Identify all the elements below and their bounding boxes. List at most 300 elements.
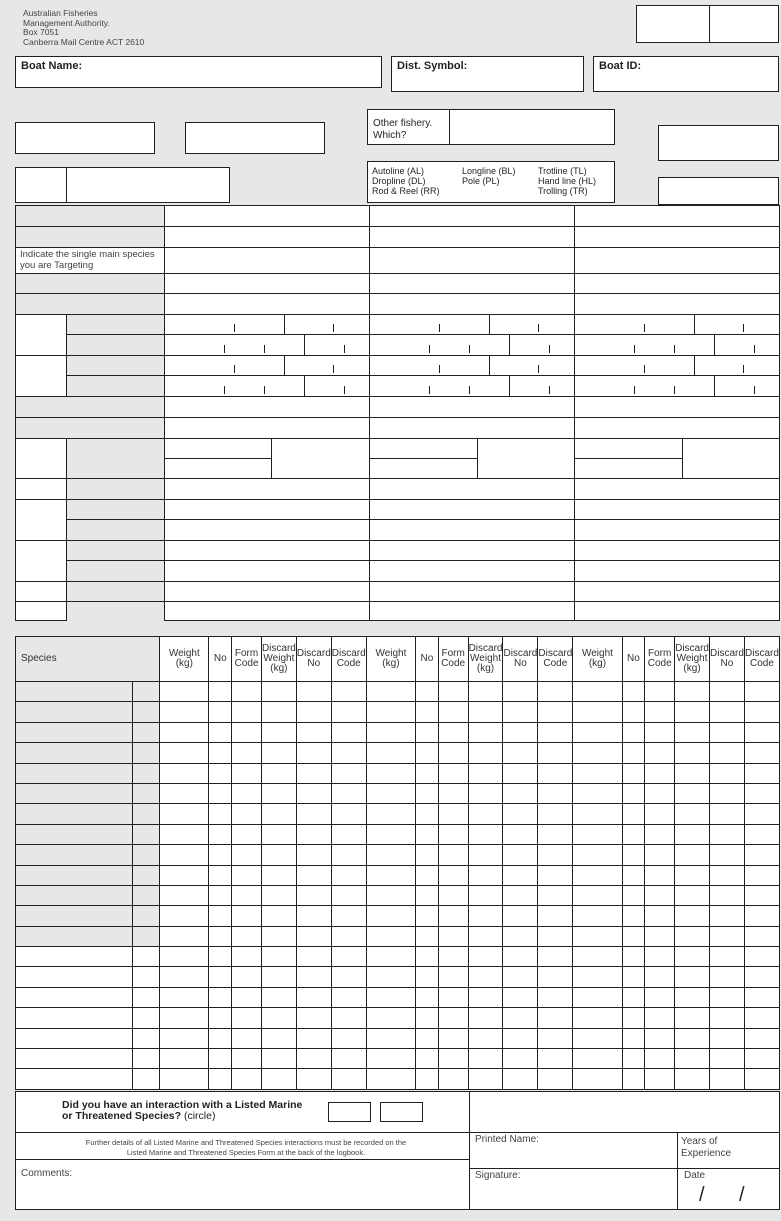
- catch-cell[interactable]: [209, 743, 232, 763]
- catch-cell[interactable]: [622, 702, 645, 722]
- catch-cell[interactable]: [331, 804, 366, 824]
- catch-cell[interactable]: [744, 702, 779, 722]
- catch-cell[interactable]: [468, 1028, 503, 1048]
- catch-cell[interactable]: [503, 926, 538, 946]
- catch-cell[interactable]: [132, 1008, 159, 1028]
- catch-cell[interactable]: [573, 682, 622, 702]
- catch-cell[interactable]: [132, 845, 159, 865]
- catch-cell[interactable]: [366, 722, 415, 742]
- catch-cell[interactable]: [232, 1008, 262, 1028]
- catch-cell[interactable]: [160, 702, 209, 722]
- catch-cell[interactable]: [438, 783, 468, 803]
- catch-cell[interactable]: [675, 1049, 710, 1069]
- catch-cell[interactable]: [468, 804, 503, 824]
- catch-cell[interactable]: [710, 722, 745, 742]
- catch-cell[interactable]: [675, 722, 710, 742]
- catch-cell[interactable]: [160, 1069, 209, 1089]
- catch-cell[interactable]: [744, 804, 779, 824]
- catch-cell[interactable]: [132, 926, 159, 946]
- catch-cell[interactable]: [573, 1008, 622, 1028]
- catch-cell[interactable]: [438, 743, 468, 763]
- catch-cell[interactable]: [503, 845, 538, 865]
- catch-cell[interactable]: [416, 987, 439, 1007]
- catch-cell[interactable]: [160, 845, 209, 865]
- catch-cell[interactable]: [209, 783, 232, 803]
- catch-cell[interactable]: [232, 783, 262, 803]
- catch-cell[interactable]: [503, 1008, 538, 1028]
- catch-cell[interactable]: [209, 804, 232, 824]
- catch-cell[interactable]: [366, 682, 415, 702]
- species-cell[interactable]: [16, 906, 133, 926]
- catch-cell[interactable]: [503, 967, 538, 987]
- catch-cell[interactable]: [366, 987, 415, 1007]
- catch-cell[interactable]: [468, 743, 503, 763]
- catch-cell[interactable]: [573, 845, 622, 865]
- catch-cell[interactable]: [468, 947, 503, 967]
- catch-cell[interactable]: [622, 682, 645, 702]
- catch-cell[interactable]: [645, 987, 675, 1007]
- catch-cell[interactable]: [331, 1008, 366, 1028]
- field-box[interactable]: [658, 125, 779, 161]
- catch-cell[interactable]: [132, 682, 159, 702]
- catch-cell[interactable]: [503, 947, 538, 967]
- catch-cell[interactable]: [160, 906, 209, 926]
- catch-cell[interactable]: [232, 906, 262, 926]
- catch-cell[interactable]: [573, 1069, 622, 1089]
- catch-cell[interactable]: [160, 824, 209, 844]
- catch-cell[interactable]: [261, 845, 296, 865]
- catch-cell[interactable]: [296, 906, 331, 926]
- catch-cell[interactable]: [573, 906, 622, 926]
- catch-cell[interactable]: [675, 906, 710, 926]
- catch-cell[interactable]: [438, 1008, 468, 1028]
- catch-cell[interactable]: [573, 885, 622, 905]
- catch-cell[interactable]: [710, 926, 745, 946]
- catch-cell[interactable]: [622, 722, 645, 742]
- catch-cell[interactable]: [366, 804, 415, 824]
- catch-cell[interactable]: [645, 824, 675, 844]
- catch-cell[interactable]: [744, 824, 779, 844]
- catch-cell[interactable]: [622, 906, 645, 926]
- catch-cell[interactable]: [209, 885, 232, 905]
- catch-cell[interactable]: [538, 947, 573, 967]
- catch-cell[interactable]: [132, 824, 159, 844]
- catch-cell[interactable]: [160, 987, 209, 1007]
- catch-cell[interactable]: [468, 1069, 503, 1089]
- catch-cell[interactable]: [438, 682, 468, 702]
- catch-cell[interactable]: [744, 987, 779, 1007]
- catch-cell[interactable]: [261, 783, 296, 803]
- catch-cell[interactable]: [675, 1028, 710, 1048]
- catch-cell[interactable]: [296, 865, 331, 885]
- catch-cell[interactable]: [503, 824, 538, 844]
- catch-cell[interactable]: [209, 1008, 232, 1028]
- catch-cell[interactable]: [710, 1069, 745, 1089]
- catch-cell[interactable]: [675, 682, 710, 702]
- catch-cell[interactable]: [232, 1028, 262, 1048]
- catch-cell[interactable]: [261, 1049, 296, 1069]
- catch-cell[interactable]: [538, 804, 573, 824]
- catch-cell[interactable]: [573, 702, 622, 722]
- catch-cell[interactable]: [132, 722, 159, 742]
- catch-cell[interactable]: [744, 763, 779, 783]
- catch-cell[interactable]: [538, 743, 573, 763]
- catch-cell[interactable]: [296, 1049, 331, 1069]
- catch-cell[interactable]: [132, 906, 159, 926]
- catch-cell[interactable]: [503, 702, 538, 722]
- catch-cell[interactable]: [331, 947, 366, 967]
- catch-cell[interactable]: [710, 1028, 745, 1048]
- catch-cell[interactable]: [232, 743, 262, 763]
- catch-cell[interactable]: [209, 1049, 232, 1069]
- catch-cell[interactable]: [710, 702, 745, 722]
- catch-cell[interactable]: [438, 885, 468, 905]
- catch-cell[interactable]: [622, 743, 645, 763]
- catch-cell[interactable]: [416, 783, 439, 803]
- catch-cell[interactable]: [366, 824, 415, 844]
- catch-cell[interactable]: [538, 682, 573, 702]
- catch-cell[interactable]: [261, 947, 296, 967]
- catch-cell[interactable]: [366, 865, 415, 885]
- catch-cell[interactable]: [622, 987, 645, 1007]
- catch-cell[interactable]: [209, 722, 232, 742]
- catch-cell[interactable]: [331, 702, 366, 722]
- catch-cell[interactable]: [416, 906, 439, 926]
- catch-cell[interactable]: [622, 763, 645, 783]
- species-cell[interactable]: [16, 722, 133, 742]
- catch-cell[interactable]: [209, 824, 232, 844]
- catch-cell[interactable]: [675, 783, 710, 803]
- catch-cell[interactable]: [573, 824, 622, 844]
- catch-cell[interactable]: [296, 967, 331, 987]
- catch-cell[interactable]: [296, 824, 331, 844]
- catch-cell[interactable]: [132, 1049, 159, 1069]
- catch-cell[interactable]: [744, 947, 779, 967]
- catch-cell[interactable]: [232, 722, 262, 742]
- catch-cell[interactable]: [331, 1069, 366, 1089]
- catch-cell[interactable]: [573, 763, 622, 783]
- species-cell[interactable]: [16, 1008, 133, 1028]
- catch-cell[interactable]: [160, 763, 209, 783]
- signature-field[interactable]: [470, 1180, 675, 1208]
- boat-name-field[interactable]: [15, 56, 382, 88]
- catch-cell[interactable]: [710, 906, 745, 926]
- catch-cell[interactable]: [710, 763, 745, 783]
- catch-cell[interactable]: [468, 967, 503, 987]
- catch-cell[interactable]: [744, 885, 779, 905]
- catch-cell[interactable]: [645, 1028, 675, 1048]
- catch-cell[interactable]: [622, 804, 645, 824]
- field-box[interactable]: [15, 122, 155, 154]
- catch-cell[interactable]: [232, 804, 262, 824]
- catch-cell[interactable]: [416, 1028, 439, 1048]
- catch-cell[interactable]: [438, 1069, 468, 1089]
- catch-cell[interactable]: [232, 682, 262, 702]
- catch-cell[interactable]: [160, 967, 209, 987]
- catch-cell[interactable]: [366, 1069, 415, 1089]
- catch-cell[interactable]: [675, 804, 710, 824]
- catch-cell[interactable]: [209, 967, 232, 987]
- catch-cell[interactable]: [366, 967, 415, 987]
- catch-cell[interactable]: [438, 926, 468, 946]
- catch-cell[interactable]: [132, 783, 159, 803]
- catch-cell[interactable]: [503, 1069, 538, 1089]
- catch-cell[interactable]: [232, 967, 262, 987]
- catch-cell[interactable]: [438, 702, 468, 722]
- catch-cell[interactable]: [232, 885, 262, 905]
- catch-cell[interactable]: [160, 743, 209, 763]
- catch-cell[interactable]: [296, 722, 331, 742]
- catch-cell[interactable]: [209, 763, 232, 783]
- catch-cell[interactable]: [132, 743, 159, 763]
- catch-cell[interactable]: [503, 743, 538, 763]
- catch-cell[interactable]: [416, 743, 439, 763]
- catch-cell[interactable]: [232, 926, 262, 946]
- catch-cell[interactable]: [160, 682, 209, 702]
- catch-cell[interactable]: [538, 702, 573, 722]
- catch-cell[interactable]: [573, 967, 622, 987]
- catch-cell[interactable]: [331, 845, 366, 865]
- catch-cell[interactable]: [232, 763, 262, 783]
- catch-cell[interactable]: [622, 783, 645, 803]
- catch-cell[interactable]: [296, 702, 331, 722]
- catch-cell[interactable]: [261, 926, 296, 946]
- field-box[interactable]: [185, 122, 325, 154]
- catch-cell[interactable]: [503, 906, 538, 926]
- catch-cell[interactable]: [438, 824, 468, 844]
- catch-cell[interactable]: [645, 783, 675, 803]
- catch-cell[interactable]: [622, 845, 645, 865]
- catch-cell[interactable]: [232, 1069, 262, 1089]
- catch-cell[interactable]: [209, 1069, 232, 1089]
- catch-cell[interactable]: [261, 987, 296, 1007]
- catch-cell[interactable]: [438, 987, 468, 1007]
- other-fishery-box[interactable]: [367, 109, 615, 145]
- boat-id-field[interactable]: [593, 56, 779, 92]
- tep-no-box[interactable]: [380, 1102, 423, 1122]
- catch-cell[interactable]: [209, 845, 232, 865]
- catch-cell[interactable]: [645, 1008, 675, 1028]
- catch-cell[interactable]: [710, 1008, 745, 1028]
- catch-cell[interactable]: [416, 845, 439, 865]
- catch-cell[interactable]: [232, 947, 262, 967]
- catch-cell[interactable]: [573, 1049, 622, 1069]
- species-cell[interactable]: [16, 1049, 133, 1069]
- catch-cell[interactable]: [710, 743, 745, 763]
- page-number-box[interactable]: [636, 5, 779, 43]
- catch-cell[interactable]: [331, 783, 366, 803]
- catch-cell[interactable]: [296, 1028, 331, 1048]
- species-cell[interactable]: [16, 804, 133, 824]
- catch-cell[interactable]: [538, 926, 573, 946]
- species-cell[interactable]: [16, 865, 133, 885]
- printed-name-field[interactable]: [470, 1135, 675, 1155]
- catch-cell[interactable]: [468, 783, 503, 803]
- catch-cell[interactable]: [675, 845, 710, 865]
- catch-cell[interactable]: [675, 885, 710, 905]
- catch-cell[interactable]: [645, 865, 675, 885]
- catch-cell[interactable]: [744, 845, 779, 865]
- catch-cell[interactable]: [675, 865, 710, 885]
- catch-cell[interactable]: [503, 1028, 538, 1048]
- catch-cell[interactable]: [416, 967, 439, 987]
- catch-cell[interactable]: [331, 1049, 366, 1069]
- catch-cell[interactable]: [160, 804, 209, 824]
- catch-cell[interactable]: [296, 947, 331, 967]
- catch-cell[interactable]: [710, 845, 745, 865]
- catch-cell[interactable]: [416, 722, 439, 742]
- catch-cell[interactable]: [503, 763, 538, 783]
- catch-cell[interactable]: [296, 743, 331, 763]
- catch-cell[interactable]: [416, 824, 439, 844]
- catch-cell[interactable]: [232, 824, 262, 844]
- species-cell[interactable]: [16, 987, 133, 1007]
- catch-cell[interactable]: [744, 743, 779, 763]
- catch-cell[interactable]: [675, 926, 710, 946]
- catch-cell[interactable]: [261, 1069, 296, 1089]
- catch-cell[interactable]: [366, 906, 415, 926]
- catch-cell[interactable]: [744, 1008, 779, 1028]
- catch-cell[interactable]: [296, 885, 331, 905]
- catch-cell[interactable]: [438, 906, 468, 926]
- species-cell[interactable]: [16, 885, 133, 905]
- field-box[interactable]: [658, 177, 779, 205]
- catch-cell[interactable]: [622, 926, 645, 946]
- catch-cell[interactable]: [331, 967, 366, 987]
- catch-cell[interactable]: [160, 865, 209, 885]
- catch-cell[interactable]: [416, 763, 439, 783]
- catch-cell[interactable]: [622, 1008, 645, 1028]
- catch-cell[interactable]: [366, 947, 415, 967]
- catch-cell[interactable]: [296, 926, 331, 946]
- catch-cell[interactable]: [331, 906, 366, 926]
- catch-cell[interactable]: [675, 1069, 710, 1089]
- catch-cell[interactable]: [622, 885, 645, 905]
- catch-cell[interactable]: [132, 967, 159, 987]
- catch-cell[interactable]: [132, 804, 159, 824]
- catch-cell[interactable]: [209, 987, 232, 1007]
- catch-cell[interactable]: [573, 1028, 622, 1048]
- catch-cell[interactable]: [538, 1049, 573, 1069]
- catch-cell[interactable]: [645, 1069, 675, 1089]
- catch-cell[interactable]: [744, 967, 779, 987]
- date-field[interactable]: [680, 1180, 778, 1208]
- catch-cell[interactable]: [261, 804, 296, 824]
- catch-cell[interactable]: [160, 722, 209, 742]
- catch-cell[interactable]: [366, 1049, 415, 1069]
- catch-cell[interactable]: [573, 947, 622, 967]
- catch-cell[interactable]: [209, 947, 232, 967]
- catch-cell[interactable]: [645, 926, 675, 946]
- catch-cell[interactable]: [209, 1028, 232, 1048]
- catch-cell[interactable]: [438, 865, 468, 885]
- field-box[interactable]: [15, 167, 230, 203]
- species-cell[interactable]: [16, 682, 133, 702]
- catch-cell[interactable]: [232, 845, 262, 865]
- species-cell[interactable]: [16, 783, 133, 803]
- catch-cell[interactable]: [710, 824, 745, 844]
- catch-cell[interactable]: [538, 783, 573, 803]
- catch-cell[interactable]: [573, 987, 622, 1007]
- catch-cell[interactable]: [296, 1069, 331, 1089]
- catch-cell[interactable]: [261, 722, 296, 742]
- catch-cell[interactable]: [503, 1049, 538, 1069]
- catch-cell[interactable]: [232, 865, 262, 885]
- catch-cell[interactable]: [416, 804, 439, 824]
- catch-cell[interactable]: [538, 845, 573, 865]
- catch-cell[interactable]: [331, 1028, 366, 1048]
- catch-cell[interactable]: [296, 1008, 331, 1028]
- catch-cell[interactable]: [645, 1049, 675, 1069]
- species-cell[interactable]: [16, 967, 133, 987]
- catch-cell[interactable]: [366, 926, 415, 946]
- catch-cell[interactable]: [710, 682, 745, 702]
- species-cell[interactable]: [16, 947, 133, 967]
- catch-cell[interactable]: [438, 1049, 468, 1069]
- catch-cell[interactable]: [468, 987, 503, 1007]
- catch-cell[interactable]: [573, 783, 622, 803]
- catch-cell[interactable]: [132, 947, 159, 967]
- catch-cell[interactable]: [132, 885, 159, 905]
- catch-cell[interactable]: [675, 1008, 710, 1028]
- catch-cell[interactable]: [261, 885, 296, 905]
- catch-cell[interactable]: [622, 1069, 645, 1089]
- catch-cell[interactable]: [232, 987, 262, 1007]
- species-cell[interactable]: [16, 845, 133, 865]
- catch-cell[interactable]: [503, 865, 538, 885]
- catch-cell[interactable]: [573, 743, 622, 763]
- catch-cell[interactable]: [416, 1049, 439, 1069]
- catch-cell[interactable]: [744, 682, 779, 702]
- catch-cell[interactable]: [366, 743, 415, 763]
- catch-cell[interactable]: [622, 1049, 645, 1069]
- catch-cell[interactable]: [675, 967, 710, 987]
- catch-cell[interactable]: [675, 743, 710, 763]
- catch-cell[interactable]: [538, 1069, 573, 1089]
- catch-cell[interactable]: [468, 824, 503, 844]
- catch-cell[interactable]: [261, 702, 296, 722]
- catch-cell[interactable]: [710, 967, 745, 987]
- species-cell[interactable]: [16, 824, 133, 844]
- catch-cell[interactable]: [261, 967, 296, 987]
- catch-cell[interactable]: [710, 804, 745, 824]
- catch-cell[interactable]: [209, 702, 232, 722]
- catch-cell[interactable]: [331, 987, 366, 1007]
- catch-cell[interactable]: [132, 1028, 159, 1048]
- catch-cell[interactable]: [645, 722, 675, 742]
- catch-cell[interactable]: [132, 1069, 159, 1089]
- catch-cell[interactable]: [261, 743, 296, 763]
- catch-cell[interactable]: [744, 926, 779, 946]
- catch-cell[interactable]: [132, 702, 159, 722]
- catch-cell[interactable]: [538, 763, 573, 783]
- catch-cell[interactable]: [710, 783, 745, 803]
- catch-cell[interactable]: [160, 885, 209, 905]
- catch-cell[interactable]: [538, 987, 573, 1007]
- catch-cell[interactable]: [503, 722, 538, 742]
- catch-cell[interactable]: [538, 824, 573, 844]
- tep-yes-box[interactable]: [328, 1102, 371, 1122]
- catch-cell[interactable]: [538, 885, 573, 905]
- catch-cell[interactable]: [366, 702, 415, 722]
- catch-cell[interactable]: [468, 1008, 503, 1028]
- catch-cell[interactable]: [744, 1028, 779, 1048]
- species-cell[interactable]: [16, 702, 133, 722]
- catch-cell[interactable]: [468, 926, 503, 946]
- catch-cell[interactable]: [416, 865, 439, 885]
- catch-cell[interactable]: [503, 682, 538, 702]
- catch-cell[interactable]: [261, 1028, 296, 1048]
